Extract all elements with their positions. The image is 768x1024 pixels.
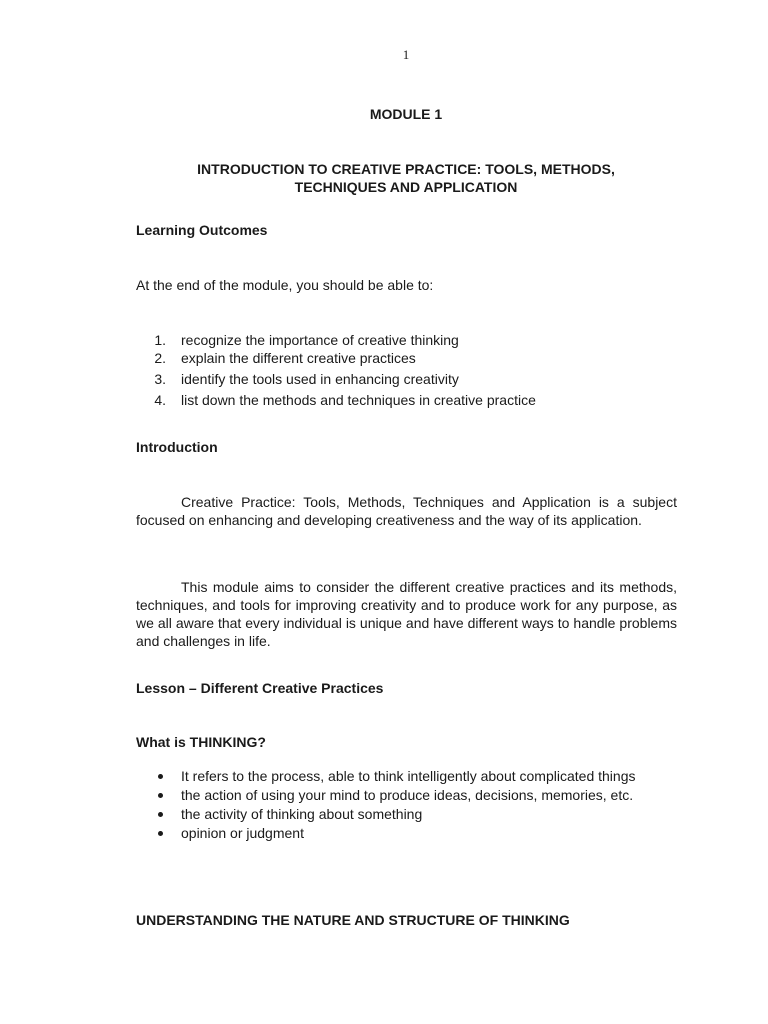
list-item [136,767,677,785]
list-item-text: It refers to the process, able to think intelligently about complicated things [181,768,636,784]
bullet-icon [136,767,181,785]
bullet-icon [136,824,181,842]
list-item-text: the action of using your mind to produce ideas, decisions, memories, etc. [181,787,634,803]
list-item-text: opinion or judgment [181,825,304,841]
introduction-paragraph-1: Creative Practice: Tools, Methods, Techniques and Application is a subject focused on enhancing and developing creativeness and the way of its application. [136,494,677,528]
learning-outcomes-list [136,330,676,410]
list-item-text: identify the tools used in enhancing creativity [181,371,459,387]
list-item-text: list down the methods and techniques in creative practice [181,392,536,408]
module-label: MODULE 1 [369,106,443,122]
list-item-text: the activity of thinking about something [181,806,423,822]
nature-structure-heading: UNDERSTANDING THE NATURE AND STRUCTURE OF THINKING [136,912,570,928]
module-title-line-2: TECHNIQUES AND APPLICATION [294,179,518,195]
list-item [136,330,676,350]
thinking-definitions-list [136,767,677,843]
bullet-icon [136,805,181,823]
list-item-number: 2. [154,350,166,366]
module-title-line-1: INTRODUCTION TO CREATIVE PRACTICE: TOOLS, METHODS, [197,161,615,177]
list-item-number: 4. [154,392,166,408]
page-number: 1 [402,47,410,62]
list-item [136,805,677,823]
list-item-number: 3. [154,371,166,387]
list-item [136,369,676,389]
learning-outcomes-heading: Learning Outcomes [136,222,268,238]
list-item [136,824,677,842]
list-item-number: 1. [154,332,166,348]
learning-outcomes-lead: At the end of the module, you should be able to: [136,277,434,293]
list-item-text: explain the different creative practices [181,350,416,366]
module-title [136,160,676,196]
list-item [136,348,676,368]
introduction-paragraph-2: This module aims to consider the different creative practices and its methods, techniques, and tools for improving creativity and to produce work for any purpose, as we all aware that every individual is unique and have different ways to handle problems and challenges in life. [136,579,677,649]
list-item [136,786,677,804]
bullet-icon [136,786,181,804]
introduction-heading: Introduction [136,439,218,455]
thinking-heading: What is THINKING? [136,734,266,750]
list-item-text: recognize the importance of creative thinking [181,332,459,348]
list-item [136,390,676,410]
lesson-heading: Lesson – Different Creative Practices [136,680,384,696]
